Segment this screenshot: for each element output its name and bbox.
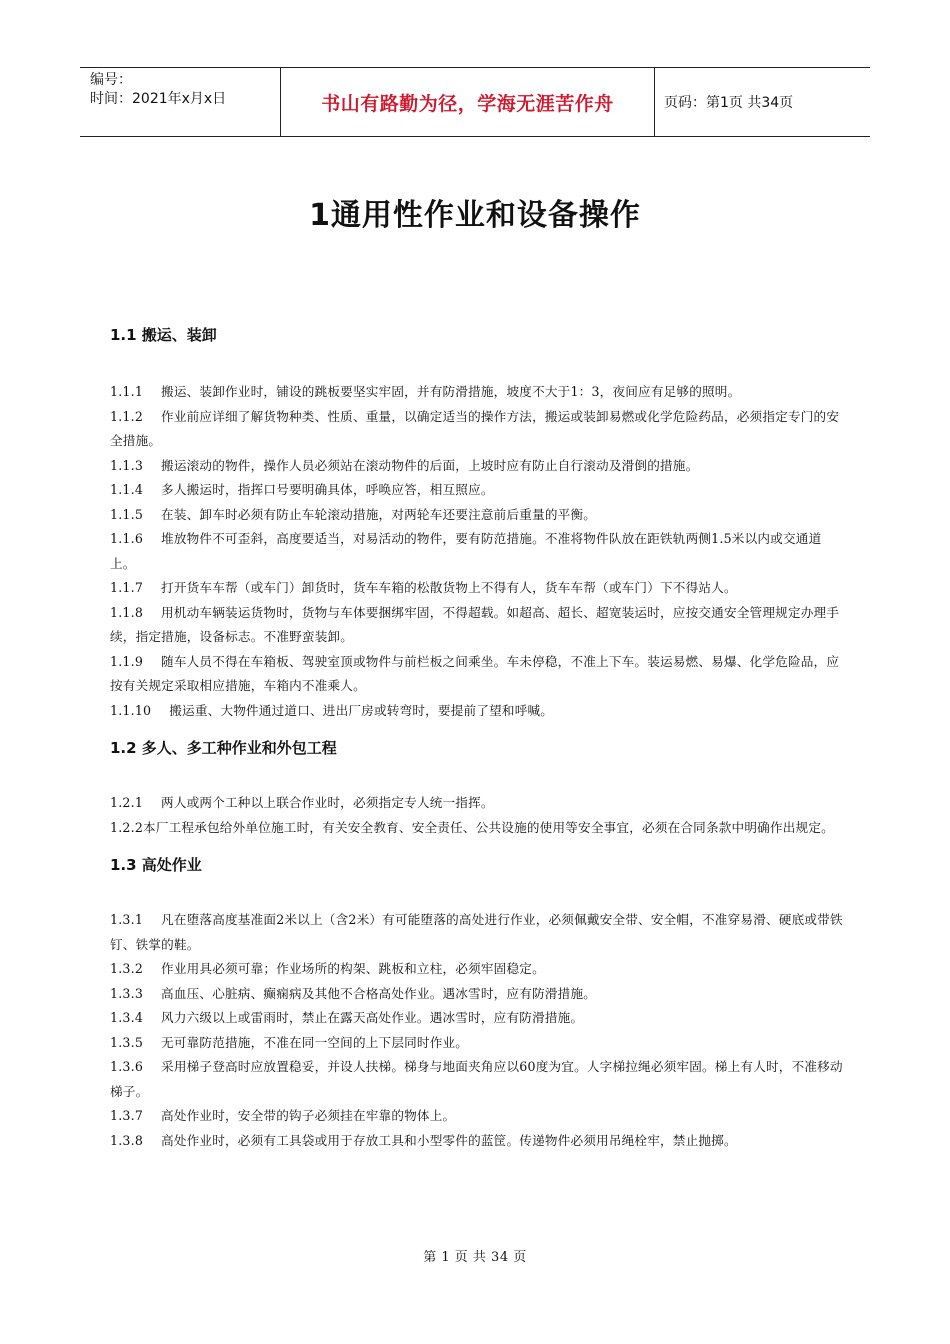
clause-number: 1.3.6 bbox=[110, 1059, 144, 1074]
page-footer: 第 1 页 共 34 页 bbox=[423, 1250, 527, 1265]
clause-number: 1.2.1 bbox=[110, 795, 144, 810]
clause-text: 搬运重、大物件通过道口、进出厂房或转弯时，要提前了望和呼喊。 bbox=[169, 702, 554, 718]
motto-text: 书山有路勤为径，学海无涯苦作舟 bbox=[281, 68, 655, 136]
paragraph bbox=[110, 957, 845, 982]
clause-text: 随车人员不得在车箱板、驾驶室顶或物件与前栏板之间乘坐。车未停稳，不准上下车。装运易燃、易爆、化学危险品，应按有关规定采取相应措施，车箱内不准乘人。 bbox=[110, 653, 840, 693]
clause-text: 作业用具必须可靠；作业场所的构架、跳板和立柱，必须牢固稳定。 bbox=[161, 961, 545, 976]
clause-text: 搬运滚动的物件，操作人员必须站在滚动物件的后面，上坡时应有防止自行滚动及滑倒的措施。 bbox=[161, 457, 699, 473]
paragraph bbox=[110, 503, 845, 528]
clause-number: 1.1.3 bbox=[110, 457, 144, 473]
clause-number: 1.1.4 bbox=[110, 482, 144, 497]
clause-number: 1.1.8 bbox=[110, 604, 144, 620]
clause-number: 1.3.5 bbox=[110, 1034, 144, 1050]
document-title: 1通用性作业和设备操作 bbox=[309, 198, 641, 233]
paragraph bbox=[110, 1031, 845, 1056]
section-heading: 1.2 多人、多工种作业和外包工程 bbox=[110, 739, 337, 757]
clause-text: 凡在堕落高度基准面2米以上（含2米）有可能堕落的高处进行作业，必须佩戴安全带、安全帽，不准穿易滑、硬底或带铁钉、铁掌的鞋。 bbox=[110, 912, 843, 952]
paragraph bbox=[110, 791, 845, 816]
clause-number: 1.1.2 bbox=[110, 408, 144, 424]
section-heading: 1.3 高处作业 bbox=[110, 856, 202, 874]
clause-text: 作业前应详细了解货物种类、性质、重量，以确定适当的操作方法，搬运或装卸易燃或化学危险药品，必须指定专门的安全措施。 bbox=[110, 408, 840, 448]
clause-text: 风力六级以上或雷雨时，禁止在露天高处作业。遇冰雪时，应有防滑措施。 bbox=[161, 1010, 584, 1025]
clause-text: 本厂工程承包给外单位施工时，有关安全教育、安全责任、公共设施的使用等安全事宜，必须在合同条款中明确作出规定。 bbox=[143, 819, 834, 835]
code-label: 编号： bbox=[90, 72, 132, 88]
clause-number: 1.2.2 bbox=[110, 819, 144, 835]
clause-text: 高处作业时，安全带的钩子必须挂在牢靠的物体上。 bbox=[161, 1108, 456, 1123]
header-left-cell bbox=[80, 68, 281, 136]
clause-text: 堆放物件不可歪斜，高度要适当，对易活动的物件，要有防范措施。不准将物件队放在距铁轨两侧1.5米以内或交通道上。 bbox=[110, 531, 822, 571]
clause-text: 搬运、装卸作业时，铺设的跳板要坚实牢固，并有防滑措施，坡度不大于1：3，夜间应有足够的照明。 bbox=[161, 384, 741, 399]
clause-text: 高处作业时，必须有工具袋或用于存放工具和小型零件的蓝筐。传递物件必须用吊绳栓牢，禁止抛掷。 bbox=[161, 1132, 737, 1148]
clause-number: 1.3.8 bbox=[110, 1132, 144, 1148]
clause-number: 1.1.5 bbox=[110, 506, 144, 522]
clause-number: 1.1.7 bbox=[110, 580, 144, 595]
clause-number: 1.3.2 bbox=[110, 961, 144, 976]
clause-text: 用机动车辆装运货物时，货物与车体要捆绑牢固，不得超载。如超高、超长、超宽装运时，应按交通安全管理规定办理手续，指定措施，设备标志。不准野蛮装卸。 bbox=[110, 604, 840, 644]
page-label: 页码：第1页 共34页 bbox=[664, 95, 794, 111]
paragraph bbox=[110, 1104, 845, 1129]
document-body bbox=[110, 318, 845, 1153]
paragraph bbox=[110, 1055, 845, 1104]
page-header bbox=[80, 67, 870, 137]
paragraph bbox=[110, 576, 845, 601]
clause-number: 1.1.1 bbox=[110, 384, 144, 399]
paragraph bbox=[110, 405, 845, 454]
paragraph bbox=[110, 478, 845, 503]
clause-number: 1.1.10 bbox=[110, 702, 152, 718]
clause-text: 无可靠防范措施，不准在同一空间的上下层同时作业。 bbox=[161, 1034, 469, 1050]
paragraph bbox=[110, 908, 845, 957]
paragraph bbox=[110, 601, 845, 650]
clause-number: 1.1.6 bbox=[110, 531, 144, 546]
paragraph bbox=[110, 650, 845, 699]
date-label: 时间：2021年x月x日 bbox=[90, 91, 227, 107]
clause-text: 采用梯子登高时应放置稳妥，并设人扶梯。梯身与地面夹角应以60度为宜。人字梯拉绳必须牢固。梯上有人时，不准移动梯子。 bbox=[110, 1059, 843, 1099]
paragraph bbox=[110, 816, 845, 841]
clause-text: 在装、卸车时必须有防止车轮滚动措施，对两轮车还要注意前后重量的平衡。 bbox=[161, 506, 597, 522]
clause-text: 两人或两个工种以上联合作业时，必须指定专人统一指挥。 bbox=[161, 795, 494, 810]
clause-number: 1.3.4 bbox=[110, 1010, 144, 1025]
paragraph bbox=[110, 527, 845, 576]
clause-text: 打开货车车帮（或车门）卸货时，货车车箱的松散货物上不得有人，货车车帮（或车门）下不得站人。 bbox=[161, 580, 737, 595]
paragraph bbox=[110, 1129, 845, 1154]
paragraph bbox=[110, 982, 845, 1007]
clause-number: 1.3.3 bbox=[110, 985, 144, 1001]
clause-number: 1.3.1 bbox=[110, 912, 144, 927]
paragraph bbox=[110, 380, 845, 405]
clause-number: 1.3.7 bbox=[110, 1108, 144, 1123]
paragraph bbox=[110, 454, 845, 479]
clause-text: 多人搬运时，指挥口号要明确具体，呼唤应答，相互照应。 bbox=[161, 482, 494, 497]
clause-number: 1.1.9 bbox=[110, 653, 144, 669]
paragraph bbox=[110, 1006, 845, 1031]
clause-text: 高血压、心脏病、癫痫病及其他不合格高处作业。遇冰雪时，应有防滑措施。 bbox=[161, 985, 597, 1001]
paragraph bbox=[110, 699, 845, 724]
section-heading: 1.1 搬运、装卸 bbox=[110, 326, 217, 344]
